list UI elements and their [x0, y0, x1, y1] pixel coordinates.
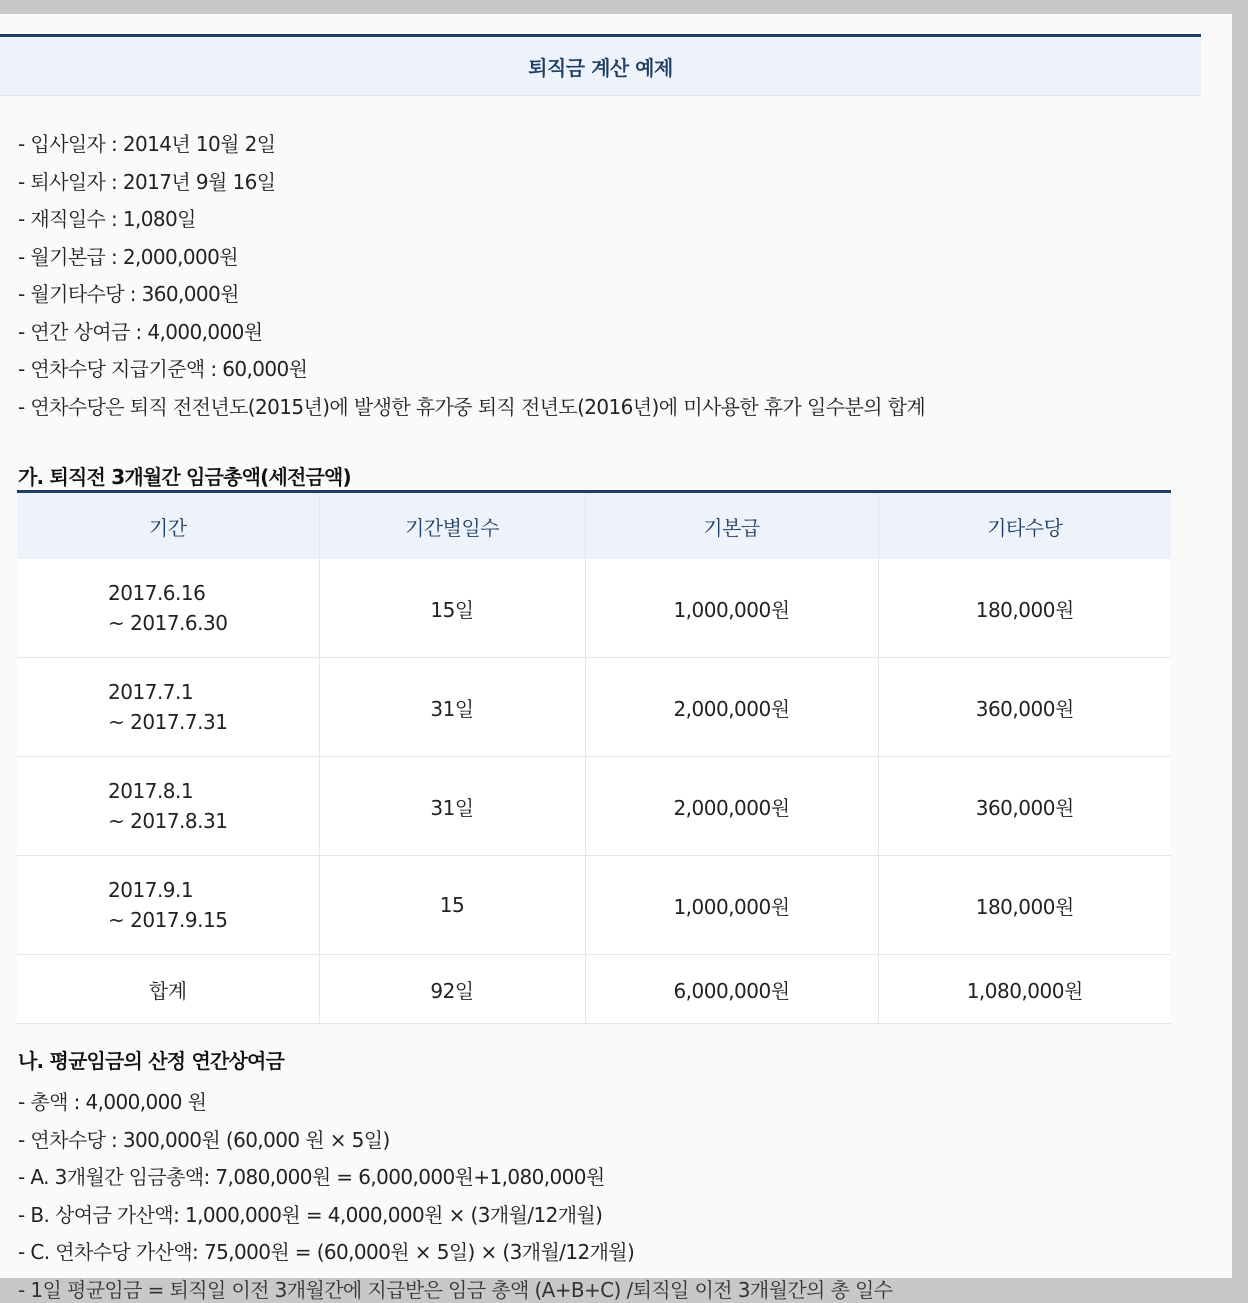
info-item: - 입사일자 : 2014년 10월 2일	[18, 132, 276, 156]
info-item: - 퇴사일자 : 2017년 9월 16일	[18, 169, 276, 194]
other-allowance-cell: 180,000원	[878, 856, 1171, 955]
period-to: ~ 2017.6.30	[108, 611, 228, 635]
calc-item: - A. 3개월간 임금총액: 7,080,000원 = 6,000,000원+1,080,000원	[18, 1165, 605, 1189]
base-pay-cell: 2,000,000원	[585, 658, 878, 757]
page-title: 퇴직금 계산 예제	[528, 55, 673, 80]
table-row	[17, 559, 1171, 658]
calc-item: - 연차수당 : 300,000원 (60,000 원 × 5일)	[18, 1127, 390, 1152]
days-cell: 31일	[319, 658, 585, 757]
total-days-cell: 92일	[319, 955, 585, 1024]
table-header-row	[17, 493, 1171, 559]
column-header-days: 기간별일수	[319, 493, 585, 559]
base-pay-cell: 1,000,000원	[585, 856, 878, 955]
other-allowance-cell: 360,000원	[878, 757, 1171, 856]
info-item: - 연차수당은 퇴직 전전년도(2015년)에 발생한 휴가중 퇴직 전년도(2016년)에 미사용한 휴가 일수분의 합계	[18, 394, 926, 419]
info-item: - 연차수당 지급기준액 : 60,000원	[18, 357, 308, 381]
calc-list	[18, 1084, 634, 1272]
column-header-other-allowance: 기타수당	[878, 493, 1171, 559]
table-row	[17, 658, 1171, 757]
calc-item: - 총액 : 4,000,000 원	[18, 1090, 207, 1114]
days-cell: 31일	[319, 757, 585, 856]
period-from: 2017.7.1	[108, 680, 194, 704]
table-row	[17, 856, 1171, 955]
period-cell	[17, 757, 319, 856]
section-a-title: 가. 퇴직전 3개월간 임금총액(세전금액)	[18, 465, 351, 489]
other-allowance-cell: 180,000원	[878, 559, 1171, 658]
period-to: ~ 2017.9.15	[108, 908, 228, 932]
table-total-row	[17, 955, 1171, 1024]
info-item: - 연간 상여금 : 4,000,000원	[18, 319, 263, 344]
days-cell: 15일	[319, 559, 585, 658]
period-from: 2017.6.16	[108, 581, 206, 605]
total-label-cell: 합계	[17, 955, 319, 1024]
period-cell	[17, 658, 319, 757]
table-row	[17, 757, 1171, 856]
period-to: ~ 2017.8.31	[108, 809, 228, 833]
other-allowance-cell: 360,000원	[878, 658, 1171, 757]
column-header-base-pay: 기본급	[585, 493, 878, 559]
period-cell	[17, 559, 319, 658]
info-item: - 월기타수당 : 360,000원	[18, 282, 239, 306]
calc-item: - C. 연차수당 가산액: 75,000원 = (60,000원 × 5일) × (3개월/12개월)	[18, 1240, 635, 1264]
period-from: 2017.9.1	[108, 878, 194, 902]
column-header-period: 기간	[17, 493, 319, 559]
base-pay-cell: 2,000,000원	[585, 757, 878, 856]
page-header	[0, 34, 1201, 96]
calc-item: - B. 상여금 가산액: 1,000,000원 = 4,000,000원 × (3개월/12개월)	[18, 1202, 603, 1227]
info-item: - 월기본급 : 2,000,000원	[18, 244, 239, 269]
wage-table	[17, 490, 1171, 1024]
document-page	[0, 14, 1232, 1302]
info-list	[18, 126, 925, 426]
total-base-pay-cell: 6,000,000원	[585, 955, 878, 1024]
base-pay-cell: 1,000,000원	[585, 559, 878, 658]
section-b-title: 나. 평균임금의 산정 연간상여금	[18, 1049, 285, 1073]
period-from: 2017.8.1	[108, 779, 194, 803]
period-cell	[17, 856, 319, 955]
total-other-allowance-cell: 1,080,000원	[878, 955, 1171, 1024]
days-cell: 15	[319, 856, 585, 955]
calc-item-partial: - 1일 평균임금 = 퇴직일 이전 3개월간에 지급받은 임금 총액 (A+B+C) /퇴직일 이전 3개월간의 총 일수	[18, 1278, 893, 1302]
period-to: ~ 2017.7.31	[108, 710, 228, 734]
info-item: - 재직일수 : 1,080일	[18, 207, 196, 231]
